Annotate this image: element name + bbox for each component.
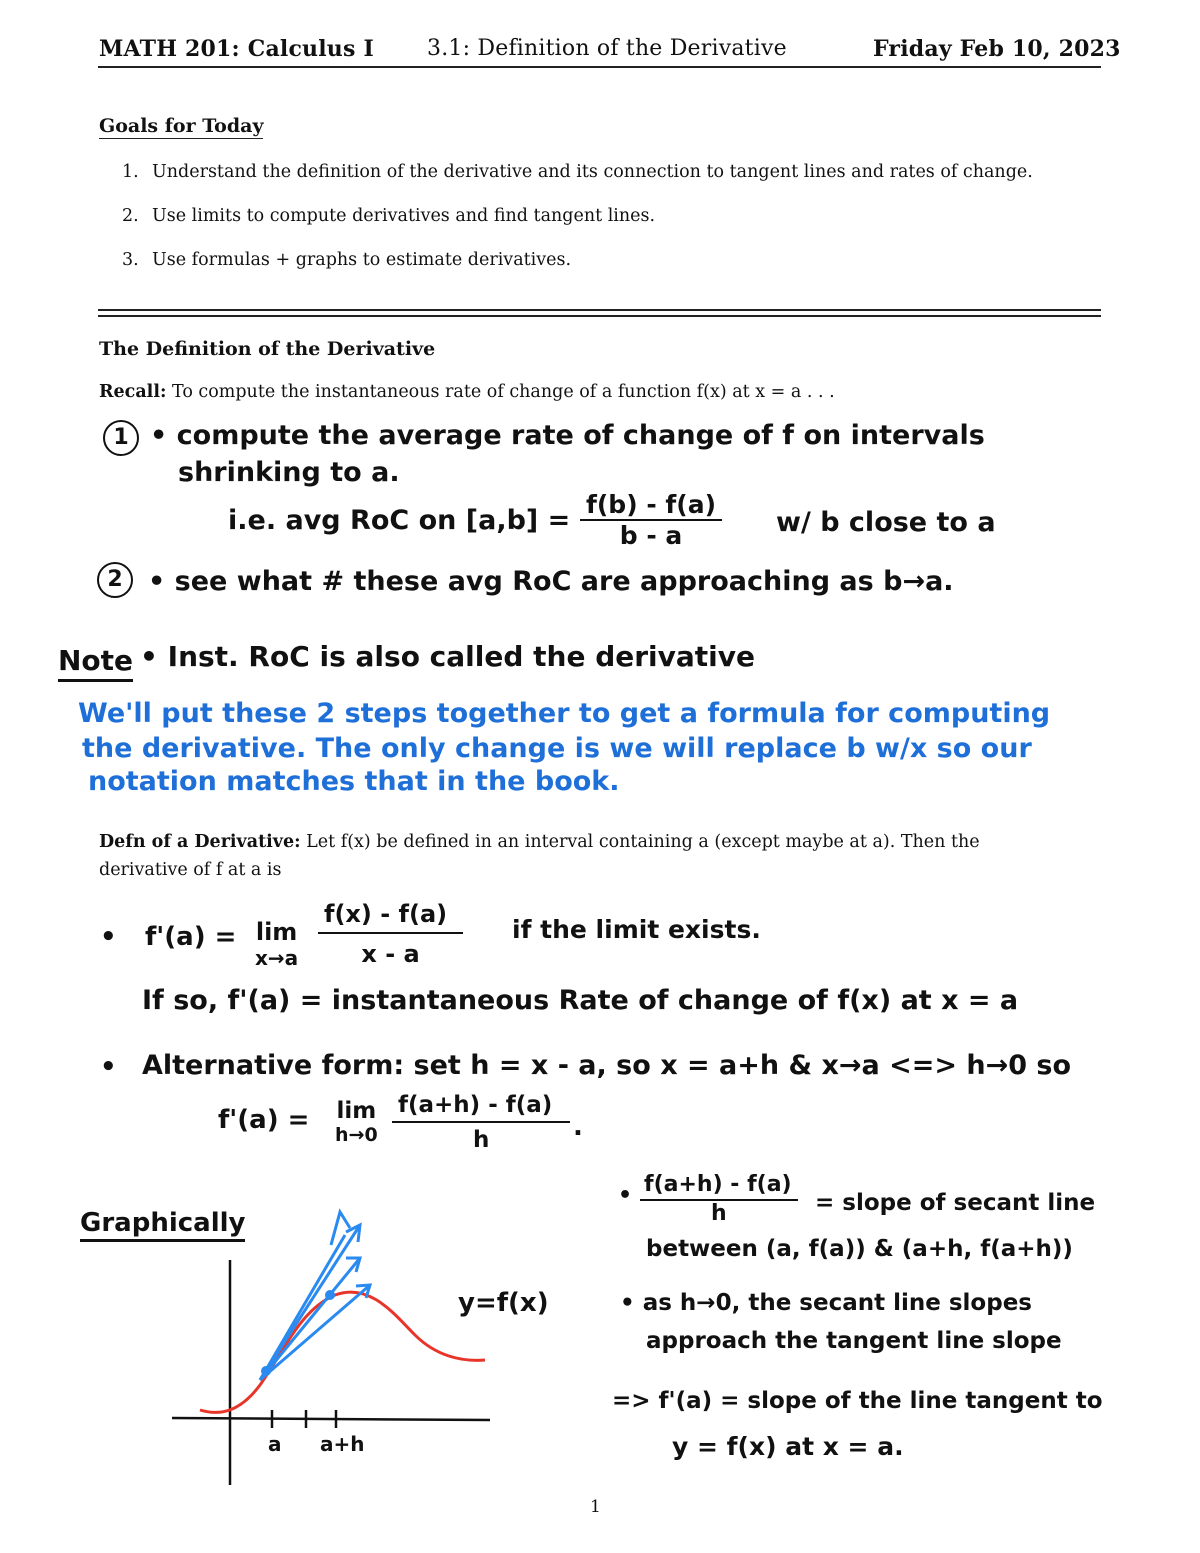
- defn-label: Defn of a Derivative:: [99, 832, 301, 852]
- goal-item-2: [122, 206, 655, 226]
- step-2-circle: [97, 562, 133, 598]
- step-number: 2: [97, 562, 133, 598]
- secant-line-3: [260, 1258, 360, 1380]
- goal-text: Use formulas + graphs to estimate derivatives.: [152, 250, 572, 270]
- formula-1-bullet: •: [100, 922, 117, 952]
- ie-suffix: w/ b close to a: [776, 507, 996, 538]
- recall-label: Recall:: [99, 382, 167, 402]
- formula-1-suffix: if the limit exists.: [512, 915, 761, 944]
- formula-2-denominator: h: [472, 1127, 490, 1153]
- goals-title: Goals for Today: [99, 115, 264, 137]
- recall-text: To compute the instantaneous rate of change of a function f(x) at x = a . . .: [172, 382, 835, 402]
- approach-line-2: approach the tangent line slope: [646, 1328, 1062, 1354]
- ie-fraction-denominator: b - a: [619, 521, 683, 550]
- goal-text: Use limits to compute derivatives and find tangent lines.: [152, 206, 656, 226]
- ie-avg-roc: i.e. avg RoC on [a,b] =: [228, 505, 571, 536]
- point-a: [261, 1366, 271, 1376]
- limit-subscript: x→a: [255, 946, 299, 970]
- goal-number: 2.: [122, 206, 139, 226]
- defn-text-1: Let f(x) be defined in an interval containing a (except maybe at a). Then the: [306, 832, 980, 852]
- curve-label: y=f(x): [458, 1288, 549, 1318]
- formula-2-lhs: f'(a) =: [218, 1105, 310, 1135]
- formula-1-limit: [255, 918, 298, 970]
- section-rule-top: [98, 309, 1101, 311]
- tick-label-a: a: [268, 1432, 282, 1456]
- blue-note-line-3: notation matches that in the book.: [88, 766, 620, 797]
- blue-note-line-1: We'll put these 2 steps together to get a formula for computing: [78, 698, 1051, 729]
- secant-line-2-text: between (a, f(a)) & (a+h, f(a+h)): [646, 1236, 1073, 1262]
- goal-text: Understand the definition of the derivative and its connection to tangent lines and rates of change.: [152, 162, 1033, 182]
- step-2-text: • see what # these avg RoC are approaching as b→a.: [148, 566, 954, 597]
- goal-number: 1.: [122, 162, 139, 182]
- goal-item-3: [122, 250, 571, 270]
- graph-title: Graphically: [80, 1208, 245, 1242]
- header-date: Friday Feb 10, 2023: [873, 36, 1121, 62]
- defn-text-2: derivative of f at a is: [99, 860, 282, 880]
- secant-line-2: [260, 1235, 345, 1380]
- note-label: Note: [58, 644, 133, 682]
- secant-denominator: h: [710, 1201, 727, 1226]
- secant-text: = slope of secant line: [815, 1190, 1096, 1216]
- goal-number: 3.: [122, 250, 139, 270]
- step-1-line-1: • compute the average rate of change of f on intervals: [150, 420, 985, 451]
- secant-bullet: •: [618, 1183, 633, 1208]
- conclusion-line-1: => f'(a) = slope of the line tangent to: [612, 1388, 1103, 1414]
- formula-1-lhs: f'(a) =: [145, 922, 237, 952]
- section-rule-bottom: [98, 315, 1101, 317]
- limit-text: lim: [255, 918, 298, 946]
- tick-label-a-plus-h: a+h: [320, 1432, 365, 1456]
- blue-note-line-2: the derivative. The only change is we will replace b w/x so our: [82, 733, 1032, 764]
- ie-fraction: [580, 490, 722, 550]
- goal-item-1: [122, 162, 1033, 182]
- formula-1-fraction: [318, 900, 463, 968]
- conclusion-line-2: y = f(x) at x = a.: [672, 1432, 904, 1461]
- ie-fraction-numerator: f(b) - f(a): [580, 490, 722, 521]
- formula-1-denominator: x - a: [361, 940, 420, 968]
- limit-subscript: h→0: [335, 1124, 378, 1146]
- approach-line-1: • as h→0, the secant line slopes: [620, 1290, 1032, 1316]
- tangent-line: [260, 1285, 370, 1380]
- section-title: 3.1: Definition of the Derivative: [427, 36, 787, 61]
- secant-numerator: f(a+h) - f(a): [640, 1172, 798, 1201]
- step-number: 1: [103, 420, 139, 456]
- alt-form-line: Alternative form: set h = x - a, so x = a+h & x→a <=> h→0 so: [142, 1050, 1072, 1081]
- point-a-plus-h: [325, 1290, 335, 1300]
- course-title: MATH 201: Calculus I: [99, 36, 374, 62]
- recall-paragraph: [99, 378, 835, 406]
- step-1-line-2: shrinking to a.: [178, 457, 400, 488]
- definition-section-title: The Definition of the Derivative: [99, 338, 436, 360]
- formula-1-if-so: If so, f'(a) = instantaneous Rate of change of f(x) at x = a: [142, 985, 1019, 1016]
- defn-paragraph: [99, 828, 1102, 884]
- header-rule: [98, 66, 1101, 68]
- formula-2-limit: [335, 1098, 378, 1146]
- formula-1-numerator: f(x) - f(a): [318, 900, 463, 934]
- limit-text: lim: [336, 1098, 377, 1124]
- formula-2-fraction: [392, 1092, 570, 1153]
- secant-fraction: [640, 1172, 798, 1226]
- step-1-circle: [103, 420, 139, 456]
- note-text: • Inst. RoC is also called the derivative: [140, 640, 756, 673]
- page-number: 1: [590, 1497, 601, 1517]
- alt-bullet: •: [100, 1052, 117, 1082]
- formula-2-end: .: [573, 1112, 583, 1142]
- x-axis: [172, 1418, 490, 1420]
- formula-2-numerator: f(a+h) - f(a): [392, 1092, 570, 1123]
